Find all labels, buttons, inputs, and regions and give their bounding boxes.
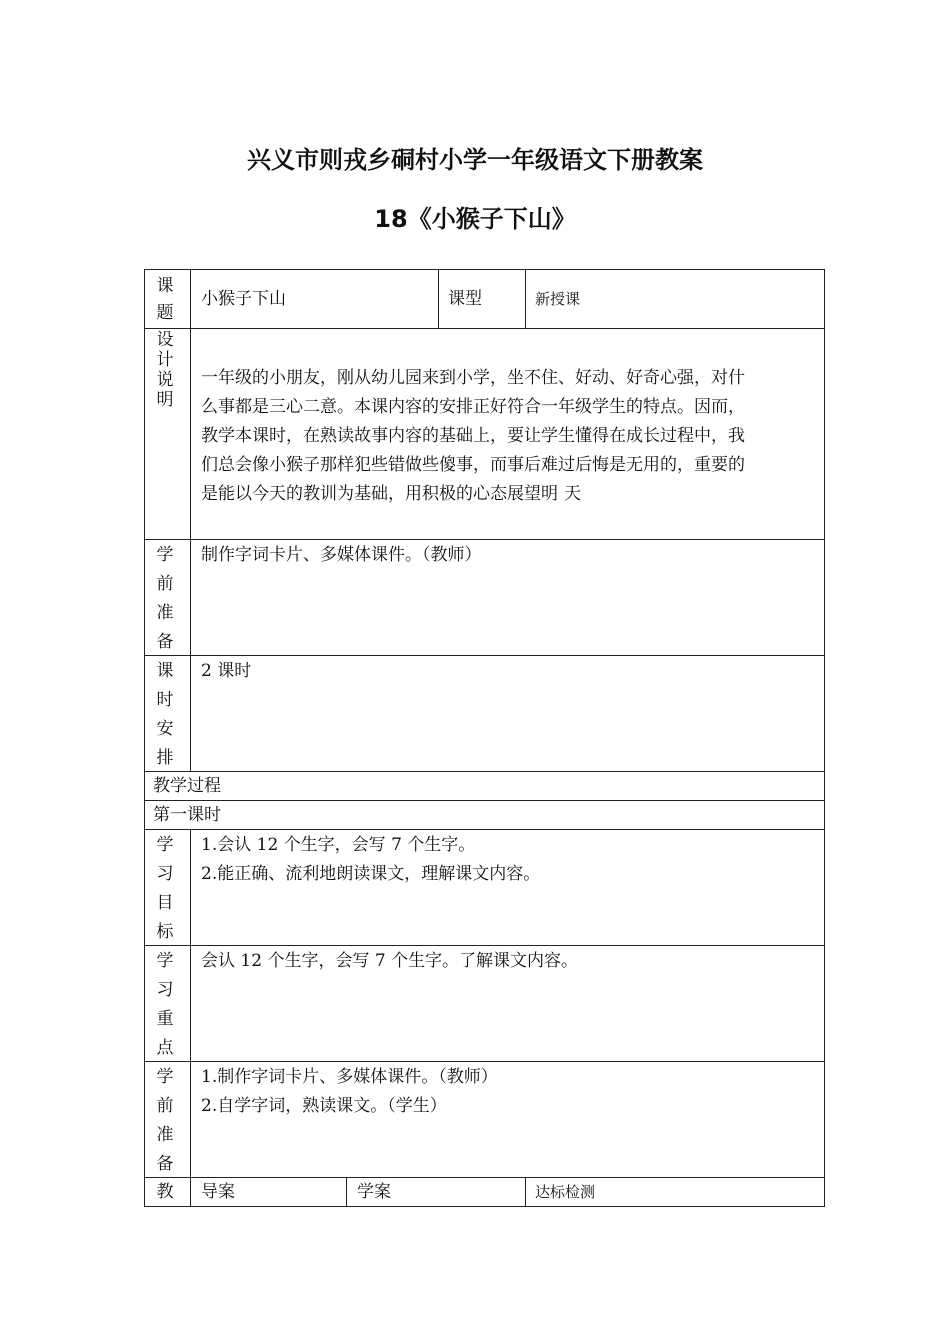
- goals-text: [201, 831, 540, 889]
- prep1-label: 学 前 准 备: [156, 545, 174, 652]
- type-value: 新授课: [535, 290, 581, 308]
- topic-value: 小猴子下山: [201, 289, 286, 309]
- table-border-top: [144, 269, 825, 270]
- prep1-text: 制作字词卡片、多媒体课件。（教师）: [201, 545, 482, 565]
- schedule-text: 2 课时: [201, 661, 252, 681]
- goal-line: 2.能正确、流利地朗读课文，理解课文内容。: [201, 864, 541, 884]
- assessment-header: 达标检测: [535, 1183, 596, 1201]
- first-lesson-label: 第一课时: [153, 805, 221, 825]
- row-divider: [144, 1061, 825, 1062]
- row-divider: [144, 328, 825, 329]
- design-line: 是能以今天的教训为基础，用积极的心态展望明: [201, 484, 558, 504]
- row-divider: [144, 945, 825, 946]
- study-plan-header: 学案: [357, 1182, 391, 1202]
- goals-label: 学 习 目 标: [156, 835, 174, 942]
- col-divider: [525, 1177, 526, 1206]
- goal-line: 1.会认 12 个生字，会写 7 个生字。: [201, 835, 476, 855]
- row-divider: [144, 771, 825, 772]
- page-title: 兴义市则戎乡硐村小学一年级语文下册教案: [247, 146, 703, 174]
- design-line: 一年级的小朋友，刚从幼儿园来到小学，坐不住、好动、好奇心强，对什: [201, 368, 745, 388]
- col-divider: [525, 269, 526, 328]
- design-label: 设 计 说 明: [156, 330, 174, 410]
- process-label: 教学过程: [153, 776, 221, 796]
- focus-label: 学 习 重 点: [156, 951, 174, 1058]
- label-column-divider: [190, 829, 191, 1206]
- table-border-right: [824, 269, 825, 1206]
- col-divider: [438, 269, 439, 328]
- focus-text: 会认 12 个生字，会写 7 个生字。了解课文内容。: [201, 951, 579, 971]
- design-text: [201, 364, 745, 509]
- table-border-bottom: [144, 1206, 825, 1207]
- row-divider: [144, 539, 825, 540]
- design-overlay-char: 天: [564, 484, 581, 504]
- guide-plan-header: 导案: [201, 1182, 235, 1202]
- design-line: 教学本课时，在熟读故事内容的基础上，要让学生懂得在成长过程中，我: [201, 426, 745, 446]
- prep2-line: 1.制作字词卡片、多媒体课件。（教师）: [201, 1067, 498, 1087]
- design-line: 么事都是三心二意。本课内容的安排正好符合一年级学生的特点。因而，: [201, 397, 745, 417]
- prep2-line: 2.自学字词，熟读课文。（学生）: [201, 1096, 447, 1116]
- row-divider: [144, 655, 825, 656]
- label-column-divider: [190, 269, 191, 771]
- row-divider: [144, 800, 825, 801]
- design-line: 们总会像小猴子那样犯些错做些傻事，而事后难过后悔是无用的，重要的: [201, 455, 745, 475]
- topic-label: 课 题: [156, 276, 174, 323]
- page-subtitle: 18《小猴子下山》: [374, 205, 576, 233]
- row-divider: [144, 829, 825, 830]
- schedule-label: 课 时 安 排: [156, 661, 174, 768]
- prep2-text: [201, 1063, 498, 1121]
- row-divider: [144, 1177, 825, 1178]
- prep2-label: 学 前 准 备: [156, 1067, 174, 1174]
- bottom-row-label: 教: [156, 1182, 174, 1202]
- col-divider: [346, 1177, 347, 1206]
- type-label: 课型: [448, 289, 482, 309]
